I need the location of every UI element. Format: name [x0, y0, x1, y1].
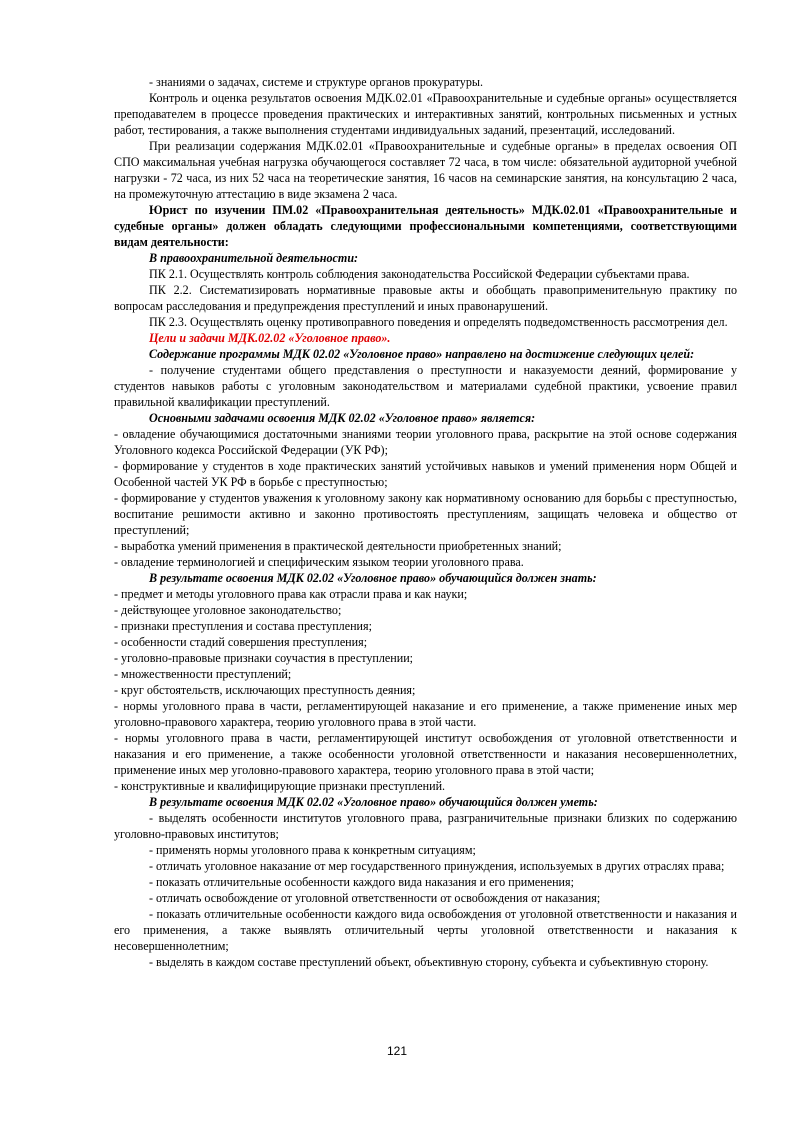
list-item: - действующее уголовное законодательство;: [114, 603, 342, 617]
section-heading-red: Цели и задачи МДК.02.02 «Уголовное право».: [149, 331, 391, 345]
paragraph: - получение студентами общего представления о преступности и наказуемости деяний, формирование у студентов навыков работы с уголовным законодательством и материалами судебной практики, усвоение правил правильной квалификации преступлений.: [114, 363, 737, 409]
list-item: - признаки преступления и состава преступления;: [114, 619, 372, 633]
paragraph: При реализации содержания МДК.02.01 «Правоохранительные и судебные органы» в пределах освоения ОП СПО максимальная учебная нагрузка обучающегося составляет 72 часа, в том числе: обязательной аудиторной учебной нагрузки - 72 часа, из них 52 часа на теоретические занятия, 16 часов на семинарские занятия, на консультацию 2 часа, на промежуточную аттестацию в виде экзамена 2 часа.: [114, 139, 737, 201]
list-item: - применять нормы уголовного права к конкретным ситуациям;: [149, 843, 476, 857]
competency-item: ПК 2.3. Осуществлять оценку противоправного поведения и определять подведомственность рассмотрения дел.: [149, 315, 728, 329]
list-item: - овладение терминологией и специфическим языком теории уголовного права.: [114, 555, 524, 569]
page-number: 121: [386, 1044, 408, 1058]
list-item: - показать отличительные особенности каждого вида освобождения от уголовной ответственности и наказания и его применения, а также выявлять отличительный черты уголовной ответственности и наказания к несовершеннолетним;: [114, 907, 737, 953]
list-item: - выделять особенности институтов уголовного права, разграничительные признаки близких по содержанию уголовно-правовых институтов;: [114, 811, 737, 841]
paragraph: - знаниями о задачах, системе и структуре органов прокуратуры.: [149, 75, 484, 89]
list-item: - нормы уголовного права в части, регламентирующей институт освобождения от уголовной ответственности и наказания и его применение, а также особенности уголовной ответственности и наказания несовершеннолетних, применение иных мер уголовно-правового характера, теорию уголовного права в этой части;: [114, 731, 737, 777]
list-item: - предмет и методы уголовного права как отрасли права и как науки;: [114, 587, 468, 601]
competency-item: ПК 2.2. Систематизировать нормативные правовые акты и обобщать правоприменительную практику по вопросам расследования и предупреждения преступлений и иных правонарушений.: [114, 283, 737, 313]
list-item: - нормы уголовного права в части, регламентирующей наказание и его применение, а также применение иных мер уголовно-правового характера, теорию уголовного права в этой части.: [114, 699, 737, 729]
subheading: В правоохранительной деятельности:: [149, 251, 359, 265]
subheading: В результате освоения МДК 02.02 «Уголовное право» обучающийся должен уметь:: [149, 795, 598, 809]
list-item: - выработка умений применения в практической деятельности приобретенных знаний;: [114, 539, 562, 553]
list-item: - формирование у студентов в ходе практических занятий устойчивых навыков и умений применения норм Общей и Особенной частей УК РФ в борьбе с преступностью;: [114, 459, 737, 489]
list-item: - особенности стадий совершения преступления;: [114, 635, 368, 649]
subheading: Основными задачами освоения МДК 02.02 «Уголовное право» является:: [149, 411, 536, 425]
list-item: - овладение обучающимися достаточными знаниями теории уголовного права, раскрытие на этой основе содержания Уголовного кодекса Российской Федерации (УК РФ);: [114, 427, 737, 457]
paragraph: Контроль и оценка результатов освоения МДК.02.01 «Правоохранительные и судебные органы» осуществляется преподавателем в процессе проведения практических и интерактивных занятий, контрольных письменных и устных работ, тестирования, а также выполнения студентами индивидуальных заданий, презентаций, исследований.: [114, 91, 737, 137]
list-item: - отличать освобождение от уголовной ответственности от освобождения от наказания;: [149, 891, 601, 905]
document-body: [114, 74, 737, 970]
list-item: - конструктивные и квалифицирующие признаки преступлений.: [114, 779, 446, 793]
list-item: - показать отличительные особенности каждого вида наказания и его применения;: [149, 875, 574, 889]
list-item: - круг обстоятельств, исключающих преступность деяния;: [114, 683, 416, 697]
list-item: - множественности преступлений;: [114, 667, 292, 681]
competencies-heading: Юрист по изучении ПМ.02 «Правоохранительная деятельность» МДК.02.01 «Правоохранительные и судебные органы» должен обладать следующими профессиональными компетенциями, соответствующими видам деятельности:: [114, 203, 737, 249]
list-item: - отличать уголовное наказание от мер государственного принуждения, используемых в других отраслях права;: [149, 859, 725, 873]
list-item: - формирование у студентов уважения к уголовному закону как нормативному основанию для борьбы с преступностью, воспитание решимости активно и законно противостоять преступлениям, защищать человека и общество от преступлений;: [114, 491, 737, 537]
competency-item: ПК 2.1. Осуществлять контроль соблюдения законодательства Российской Федерации субъектами права.: [149, 267, 690, 281]
list-item: - выделять в каждом составе преступлений объект, объективную сторону, субъекта и субъективную сторону.: [149, 955, 709, 969]
subheading: Содержание программы МДК 02.02 «Уголовное право» направлено на достижение следующих целей:: [149, 347, 695, 361]
list-item: - уголовно-правовые признаки соучастия в преступлении;: [114, 651, 414, 665]
subheading: В результате освоения МДК 02.02 «Уголовное право» обучающийся должен знать:: [149, 571, 597, 585]
